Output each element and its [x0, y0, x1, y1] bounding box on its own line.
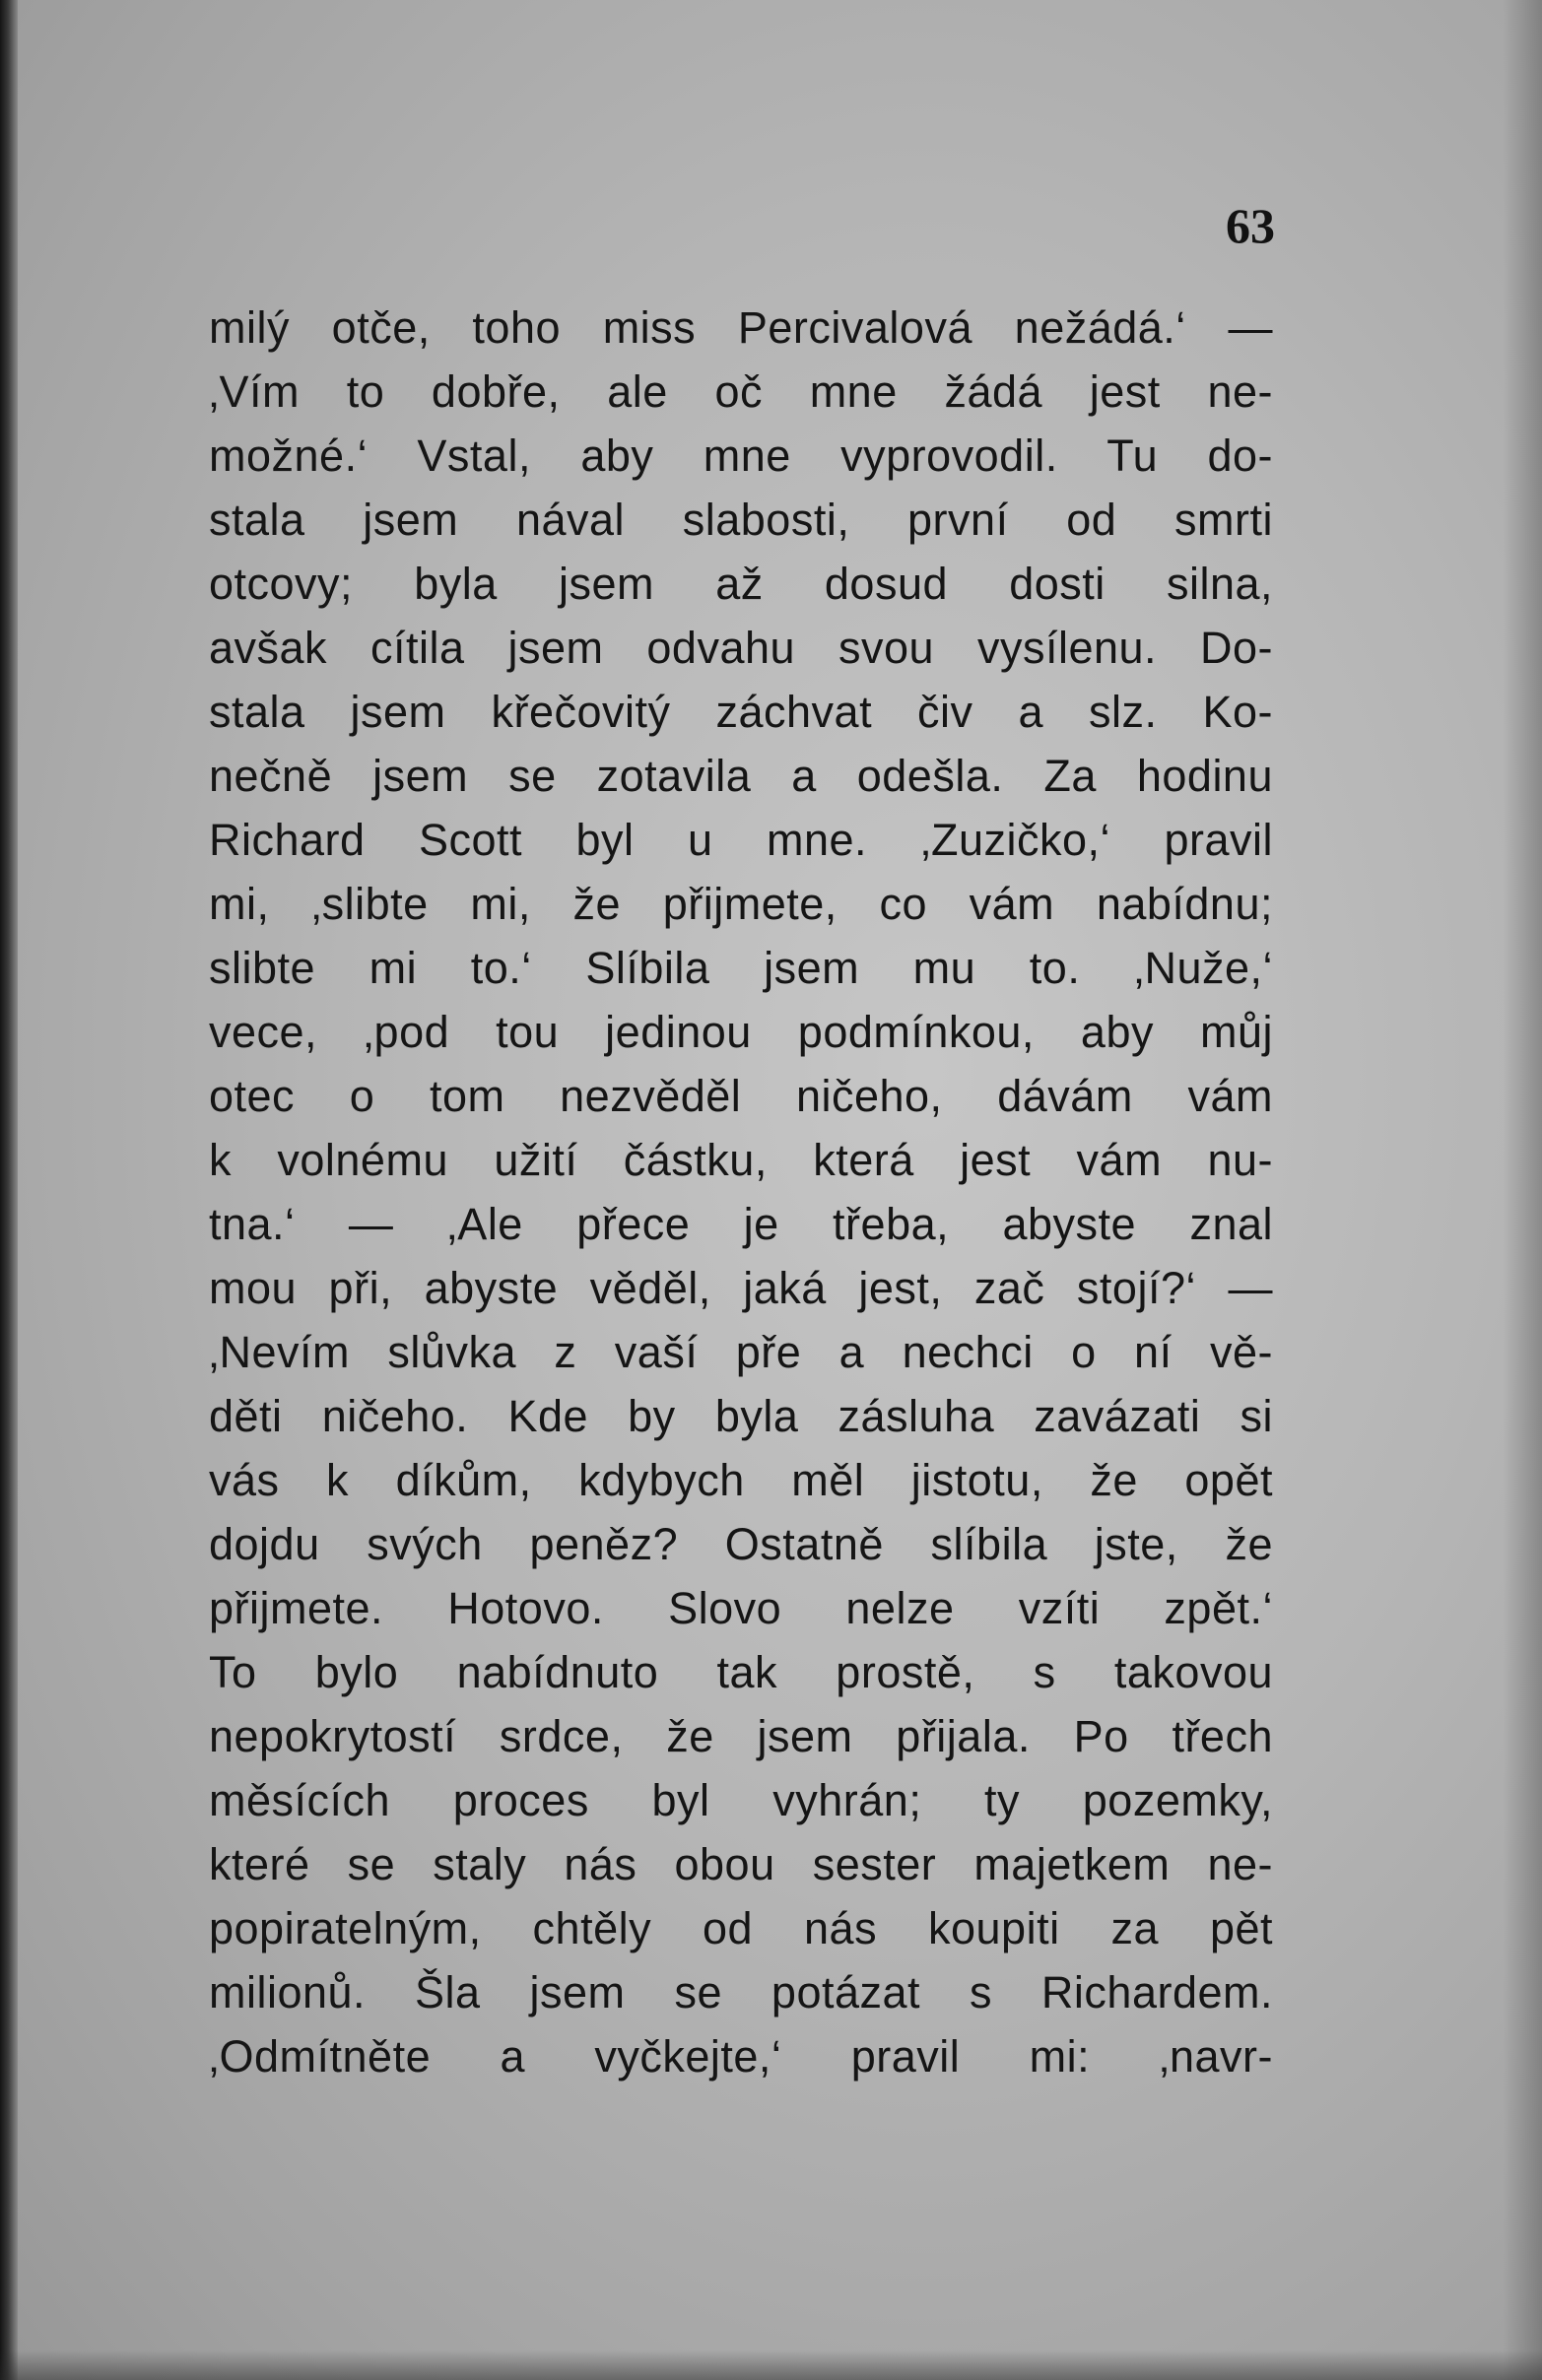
text-line: vece, ‚pod tou jedinou podmínkou, aby můj: [209, 1007, 1273, 1057]
text-line: ‚Vím to dobře, ale oč mne žádá jest ne-: [209, 366, 1273, 417]
page-edge-shadow: [1503, 0, 1542, 2380]
text-line: tna.‘ — ‚Ale přece je třeba, abyste znal: [209, 1199, 1273, 1249]
text-line: otec o tom nezvěděl ničeho, dávám vám: [209, 1071, 1273, 1121]
text-line: přijmete. Hotovo. Slovo nelze vzíti zpět.‘: [209, 1583, 1273, 1633]
text-line: ‚Odmítněte a vyčkejte,‘ pravil mi: ‚navr-: [209, 2031, 1273, 2082]
text-line: popiratelným, chtěly od nás koupiti za pět: [209, 1903, 1273, 1953]
text-line: slibte mi to.‘ Slíbila jsem mu to. ‚Nuže,‘: [209, 943, 1273, 993]
text-line: stala jsem nával slabosti, první od smrti: [209, 495, 1273, 545]
text-line: děti ničeho. Kde by byla zásluha zavázati si: [209, 1391, 1273, 1441]
text-line: vás k díkům, kdybych měl jistotu, že opět: [209, 1455, 1273, 1505]
text-line: otcovy; byla jsem až dosud dosti silna,: [209, 559, 1273, 609]
text-line: stala jsem křečovitý záchvat čiv a slz. Ko-: [209, 687, 1273, 737]
text-line: mi, ‚slibte mi, že přijmete, co vám nabídnu;: [209, 879, 1273, 929]
text-line: které se staly nás obou sester majetkem ne-: [209, 1839, 1273, 1889]
text-line: možné.‘ Vstal, aby mne vyprovodil. Tu do-: [209, 430, 1273, 481]
text-line: To bylo nabídnuto tak prostě, s takovou: [209, 1647, 1273, 1697]
text-line: Richard Scott byl u mne. ‚Zuzičko,‘ pravil: [209, 815, 1273, 865]
text-line: mou při, abyste věděl, jaká jest, zač stojí?‘ —: [209, 1263, 1273, 1313]
body-text: [209, 296, 1273, 2088]
page-bottom-shadow: [0, 2350, 1542, 2380]
page-binding-shadow: [0, 0, 18, 2380]
text-line: ‚Nevím slůvka z vaší pře a nechci o ní vě-: [209, 1327, 1273, 1377]
text-line: k volnému užití částku, která jest vám nu-: [209, 1135, 1273, 1185]
text-line: avšak cítila jsem odvahu svou vysílenu. Do-: [209, 623, 1273, 673]
text-line: dojdu svých peněz? Ostatně slíbila jste, že: [209, 1519, 1273, 1569]
text-line: milý otče, toho miss Percivalová nežádá.‘ —: [209, 302, 1273, 353]
text-line: měsících proces byl vyhrán; ty pozemky,: [209, 1775, 1273, 1825]
text-line: nepokrytostí srdce, že jsem přijala. Po třech: [209, 1711, 1273, 1761]
page-number: 63: [1226, 198, 1275, 253]
text-line: nečně jsem se zotavila a odešla. Za hodinu: [209, 751, 1273, 801]
text-line: milionů. Šla jsem se potázat s Richardem.: [209, 1967, 1273, 2017]
